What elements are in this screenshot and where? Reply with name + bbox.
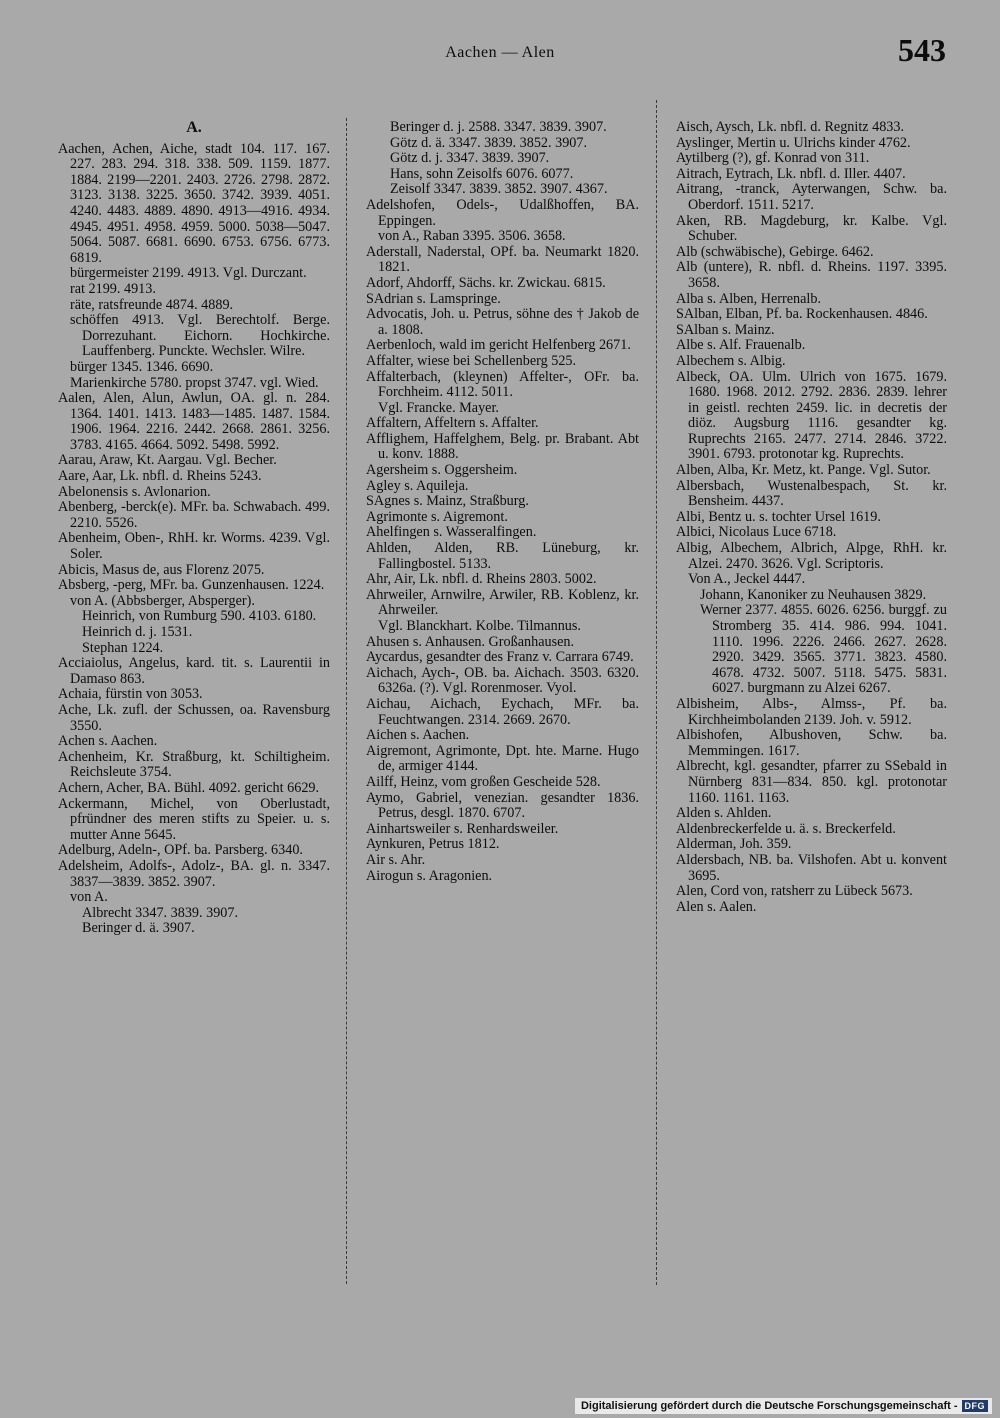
index-entry: Alben, Alba, Kr. Metz, kt. Pange. Vgl. Sutor. bbox=[676, 462, 931, 479]
index-entry: Aynkuren, Petrus 1812. bbox=[366, 836, 500, 853]
index-entry: Ainhartsweiler s. Renhardsweiler. bbox=[366, 820, 559, 837]
column-rule-left bbox=[346, 118, 347, 1284]
index-entry: Alb (schwäbische), Gebirge. 6462. bbox=[676, 243, 874, 260]
index-entry: Aachen, Achen, Aiche, stadt 104. 117. 167. 227. 283. 294. 318. 338. 509. 1159. 1877. 1884. 2199—2201. 2403. 2726. 2798. 2872. 3123. 3138. 3225. 3650. 3742. 3939. 4051. 4240. 4483. 4889. 4890. 4913—4916. 4934. 4945. 4951. 4958. 4959. 5000. 5038—5047. 5064. 5087. 6681. 6690. 6753. 6756. 6773. 6819. bbox=[58, 140, 330, 266]
index-subentry: von A., Raban 3395. 3506. 3658. bbox=[378, 228, 566, 245]
index-entry: Aigremont, Agrimonte, Dpt. hte. Marne. Hugo de, armiger 4144. bbox=[366, 742, 639, 775]
index-entry: Alen, Cord von, ratsherr zu Lübeck 5673. bbox=[676, 883, 913, 900]
index-entry: Alba s. Alben, Herrenalb. bbox=[676, 290, 821, 307]
index-subentry: Werner 2377. 4855. 6026. 6256. burggf. zu Stromberg 35. 414. 986. 994. 1041. 1110. 1996. 2226. 2466. 2627. 2628. 2920. 3429. 3565. 3771. 3823. 4580. 4678. 4732. 5007. 5118. 5475. 5831. 6027. burgmann zu Alzei 6267. bbox=[700, 602, 947, 697]
index-entry: Agersheim s. Oggersheim. bbox=[366, 462, 518, 479]
index-entry: Airogun s. Aragonien. bbox=[366, 867, 493, 884]
index-entry: Albersbach, Wustenalbespach, St. kr. Bensheim. 4437. bbox=[676, 477, 947, 510]
index-entry: Adelburg, Adeln-, OPf. ba. Parsberg. 6340. bbox=[58, 842, 303, 859]
index-entry: Afflighem, Haffelghem, Belg. pr. Brabant. Abt u. konv. 1888. bbox=[366, 430, 639, 463]
index-entry: Alb (untere), R. nbfl. d. Rheins. 1197. 3395. 3658. bbox=[676, 259, 947, 291]
footer-credit-text: Digitalisierung gefördert durch die Deutsche Forschungsgemeinschaft - bbox=[580, 1400, 958, 1412]
index-subentry: Hans, sohn Zeisolfs 6076. 6077. bbox=[390, 165, 574, 182]
dfg-logo-icon: DFG bbox=[962, 1400, 989, 1412]
index-subentry: Zeisolf 3347. 3839. 3852. 3907. 4367. bbox=[390, 181, 608, 198]
index-subentry: Stephan 1224. bbox=[82, 639, 164, 656]
index-entry: Aitrang, -tranck, Ayterwangen, Schw. ba. Oberdorf. 1511. 5217. bbox=[676, 181, 947, 213]
index-subentry: von A. (Abbsberger, Absperger). bbox=[70, 592, 255, 609]
index-entry: Abicis, Masus de, aus Florenz 2075. bbox=[58, 561, 265, 578]
index-entry: Aerbenloch, wald im gericht Helfenberg 2671. bbox=[366, 337, 631, 354]
index-column-1 bbox=[58, 120, 330, 937]
index-subentry: rat 2199. 4913. bbox=[70, 280, 156, 297]
index-entry: Albisheim, Albs-, Almss-, Pf. ba. Kirchheimbolanden 2139. Joh. v. 5912. bbox=[676, 695, 947, 728]
index-entry: Aitrach, Eytrach, Lk. nbfl. d. Iller. 4407. bbox=[676, 165, 906, 182]
index-entry: SAlban s. Mainz. bbox=[676, 321, 775, 338]
index-subentry: Beringer d. j. 2588. 3347. 3839. 3907. bbox=[390, 119, 607, 135]
index-entry: Aare, Aar, Lk. nbfl. d. Rheins 5243. bbox=[58, 468, 262, 485]
index-entry: Ahlden, Alden, RB. Lüneburg, kr. Fallingbostel. 5133. bbox=[366, 540, 639, 572]
index-entry: Agrimonte s. Aigremont. bbox=[366, 508, 508, 525]
index-entry: Abenberg, -berck(e). MFr. ba. Schwabach. 499. 2210. 5526. bbox=[58, 499, 330, 531]
index-entry: Ahusen s. Anhausen. Großanhausen. bbox=[366, 633, 575, 650]
index-entry: Adelshofen, Odels-, Udalßhoffen, BA. Eppingen. bbox=[366, 196, 639, 229]
index-entry: Abenheim, Oben-, RhH. kr. Worms. 4239. Vgl. Soler. bbox=[58, 530, 330, 563]
index-entry: Alden s. Ahlden. bbox=[676, 805, 772, 822]
index-entry: Affalterbach, (kleynen) Affelter-, OFr. ba. Forchheim. 4112. 5011. bbox=[366, 368, 639, 401]
index-entry: Ahelfingen s. Wasseralfingen. bbox=[366, 524, 537, 541]
footer-credit bbox=[575, 1398, 992, 1414]
index-subentry: Heinrich d. j. 1531. bbox=[82, 624, 193, 640]
index-entry: Aderstall, Naderstal, OPf. ba. Neumarkt 1820. 1821. bbox=[366, 243, 639, 276]
index-entry: SAgnes s. Mainz, Straßburg. bbox=[366, 493, 529, 510]
index-entry: Aytilberg (?), gf. Konrad von 311. bbox=[676, 150, 870, 167]
index-entry: Ailff, Heinz, vom großen Gescheide 528. bbox=[366, 773, 601, 790]
index-entry: Albrecht, kgl. gesandter, pfarrer zu SSebald in Nürnberg 831—834. 850. kgl. protonotar 1160. 1161. 1163. bbox=[676, 758, 947, 806]
running-head: Aachen — Alen bbox=[445, 44, 555, 61]
index-entry: Albeck, OA. Ulm. Ulrich von 1675. 1679. 1680. 1968. 2012. 2792. 2836. 2839. lehrer in geistl. rechten 2459. lic. in decretis der diöz. Augsburg 1116. gesandter kg. Ruprechts 2165. 2477. 2714. 2846. 3722. 3901. 6793. protonotar kg. Ruprechts. bbox=[676, 368, 947, 463]
index-subentry: bürger 1345. 1346. 6690. bbox=[70, 358, 214, 375]
index-column-2 bbox=[366, 120, 639, 884]
index-subentry: von A. bbox=[70, 889, 108, 906]
index-entry: Albe s. Alf. Frauenalb. bbox=[676, 337, 806, 354]
index-subentry: Götz d. ä. 3347. 3839. 3852. 3907. bbox=[390, 134, 588, 151]
index-entry: Air s. Ahr. bbox=[366, 851, 426, 868]
index-entry: Achaia, fürstin von 3053. bbox=[58, 686, 203, 703]
index-subentry: Albrecht 3347. 3839. 3907. bbox=[82, 904, 239, 921]
index-entry: SAlban, Elban, Pf. ba. Rockenhausen. 4846. bbox=[676, 306, 928, 323]
index-entry: Ache, Lk. zufl. der Schussen, oa. Ravensburg 3550. bbox=[58, 701, 330, 734]
index-entry: Aichach, Aych-, OB. ba. Aichach. 3503. 6320. 6326a. (?). Vgl. Rorenmoser. Vyol. bbox=[366, 664, 639, 697]
index-entry: Albig, Albechem, Albrich, Alpge, RhH. kr. Alzei. 2470. 3626. Vgl. Scriptoris. bbox=[676, 540, 947, 572]
index-entry: Affalter, wiese bei Schellenberg 525. bbox=[366, 352, 577, 369]
index-entry: Ayslinger, Mertin u. Ulrichs kinder 4762. bbox=[676, 134, 911, 151]
index-entry: Aldersbach, NB. ba. Vilshofen. Abt u. konvent 3695. bbox=[676, 851, 947, 884]
index-entry: Aldenbreckerfelde u. ä. s. Breckerfeld. bbox=[676, 820, 896, 837]
index-subentry: Vgl. Francke. Mayer. bbox=[378, 399, 499, 416]
index-entry: Aken, RB. Magdeburg, kr. Kalbe. Vgl. Schuber. bbox=[676, 212, 947, 245]
index-entry: Alen s. Aalen. bbox=[676, 898, 757, 915]
index-entry: Albi, Bentz u. s. tochter Ursel 1619. bbox=[676, 508, 881, 525]
index-entry: Absberg, -perg, MFr. ba. Gunzenhausen. 1224. bbox=[58, 577, 325, 594]
index-subentry: Marienkirche 5780. propst 3747. vgl. Wied. bbox=[70, 374, 319, 391]
index-entry: Adelsheim, Adolfs-, Adolz-, BA. gl. n. 3347. 3837—3839. 3852. 3907. bbox=[58, 857, 330, 890]
index-entry: Adorf, Ahdorff, Sächs. kr. Zwickau. 6815. bbox=[366, 274, 606, 291]
index-subentry: schöffen 4913. Vgl. Berechtolf. Berge. Dorrezuhant. Eichorn. Hochkirche. Lauffenberg. Punckte. Wechsler. Wilre. bbox=[70, 312, 330, 360]
index-entry: Albishofen, Albushoven, Schw. ba. Memmingen. 1617. bbox=[676, 727, 947, 759]
index-entry: Achen s. Aachen. bbox=[58, 733, 158, 750]
section-letter: A. bbox=[186, 119, 202, 136]
index-entry: Achenheim, Kr. Straßburg, kt. Schiltigheim. Reichsleute 3754. bbox=[58, 748, 330, 781]
index-entry: Ahrweiler, Arnwilre, Arwiler, RB. Koblenz, kr. Ahrweiler. bbox=[366, 586, 639, 619]
index-column-3 bbox=[676, 120, 947, 915]
index-entry: Agley s. Aquileja. bbox=[366, 477, 469, 494]
index-entry: Aymo, Gabriel, venezian. gesandter 1836. Petrus, desgl. 1870. 6707. bbox=[366, 789, 639, 822]
index-subentry: bürgermeister 2199. 4913. Vgl. Durczant. bbox=[70, 265, 307, 282]
index-subentry: Vgl. Blanckhart. Kolbe. Tilmannus. bbox=[378, 618, 581, 634]
index-entry: Alderman, Joh. 359. bbox=[676, 836, 792, 853]
index-entry: Aichen s. Aachen. bbox=[366, 727, 470, 744]
index-entry: SAdrian s. Lamspringe. bbox=[366, 290, 501, 307]
index-subentry: Heinrich, von Rumburg 590. 4103. 6180. bbox=[82, 608, 317, 625]
index-entry: Aichau, Aichach, Eychach, MFr. ba. Feuchtwangen. 2314. 2669. 2670. bbox=[366, 695, 639, 728]
index-entry: Achern, Acher, BA. Bühl. 4092. gericht 6629. bbox=[58, 779, 320, 796]
index-entry: Aisch, Aysch, Lk. nbfl. d. Regnitz 4833. bbox=[676, 119, 905, 135]
index-entry: Advocatis, Joh. u. Petrus, söhne des † Jakob de a. 1808. bbox=[366, 306, 639, 338]
index-subentry: räte, ratsfreunde 4874. 4889. bbox=[70, 296, 234, 313]
index-subentry: Beringer d. ä. 3907. bbox=[82, 920, 195, 937]
index-subentry: Götz d. j. 3347. 3839. 3907. bbox=[390, 150, 550, 167]
index-entry: Affaltern, Affeltern s. Affalter. bbox=[366, 415, 539, 432]
index-entry: Aycardus, gesandter des Franz v. Carrara 6749. bbox=[366, 649, 634, 666]
index-entry: Ahr, Air, Lk. nbfl. d. Rheins 2803. 5002. bbox=[366, 571, 597, 588]
index-entry: Ackermann, Michel, von Oberlustadt, pfründner des meren stifts zu Speier. u. s. mutter Anne 5645. bbox=[58, 795, 330, 843]
index-entry: Acciaiolus, Angelus, kard. tit. s. Laurentii in Damaso 863. bbox=[58, 655, 330, 687]
index-subentry: Johann, Kanoniker zu Neuhausen 3829. bbox=[700, 586, 927, 603]
index-entry: Abelonensis s. Avlonarion. bbox=[58, 483, 211, 500]
index-entry: Aarau, Araw, Kt. Aargau. Vgl. Becher. bbox=[58, 452, 277, 469]
index-subentry: Von A., Jeckel 4447. bbox=[688, 571, 806, 588]
column-rule-right bbox=[656, 100, 657, 1285]
index-entry: Albici, Nicolaus Luce 6718. bbox=[676, 524, 837, 541]
page-number: 543 bbox=[898, 32, 946, 68]
index-entry: Albechem s. Albig. bbox=[676, 352, 786, 369]
index-entry: Aalen, Alen, Alun, Awlun, OA. gl. n. 284. 1364. 1401. 1413. 1483—1485. 1487. 1584. 1906. 1964. 2216. 2442. 2668. 2861. 3256. 3783. 4165. 4664. 5092. 5498. 5992. bbox=[58, 390, 330, 453]
